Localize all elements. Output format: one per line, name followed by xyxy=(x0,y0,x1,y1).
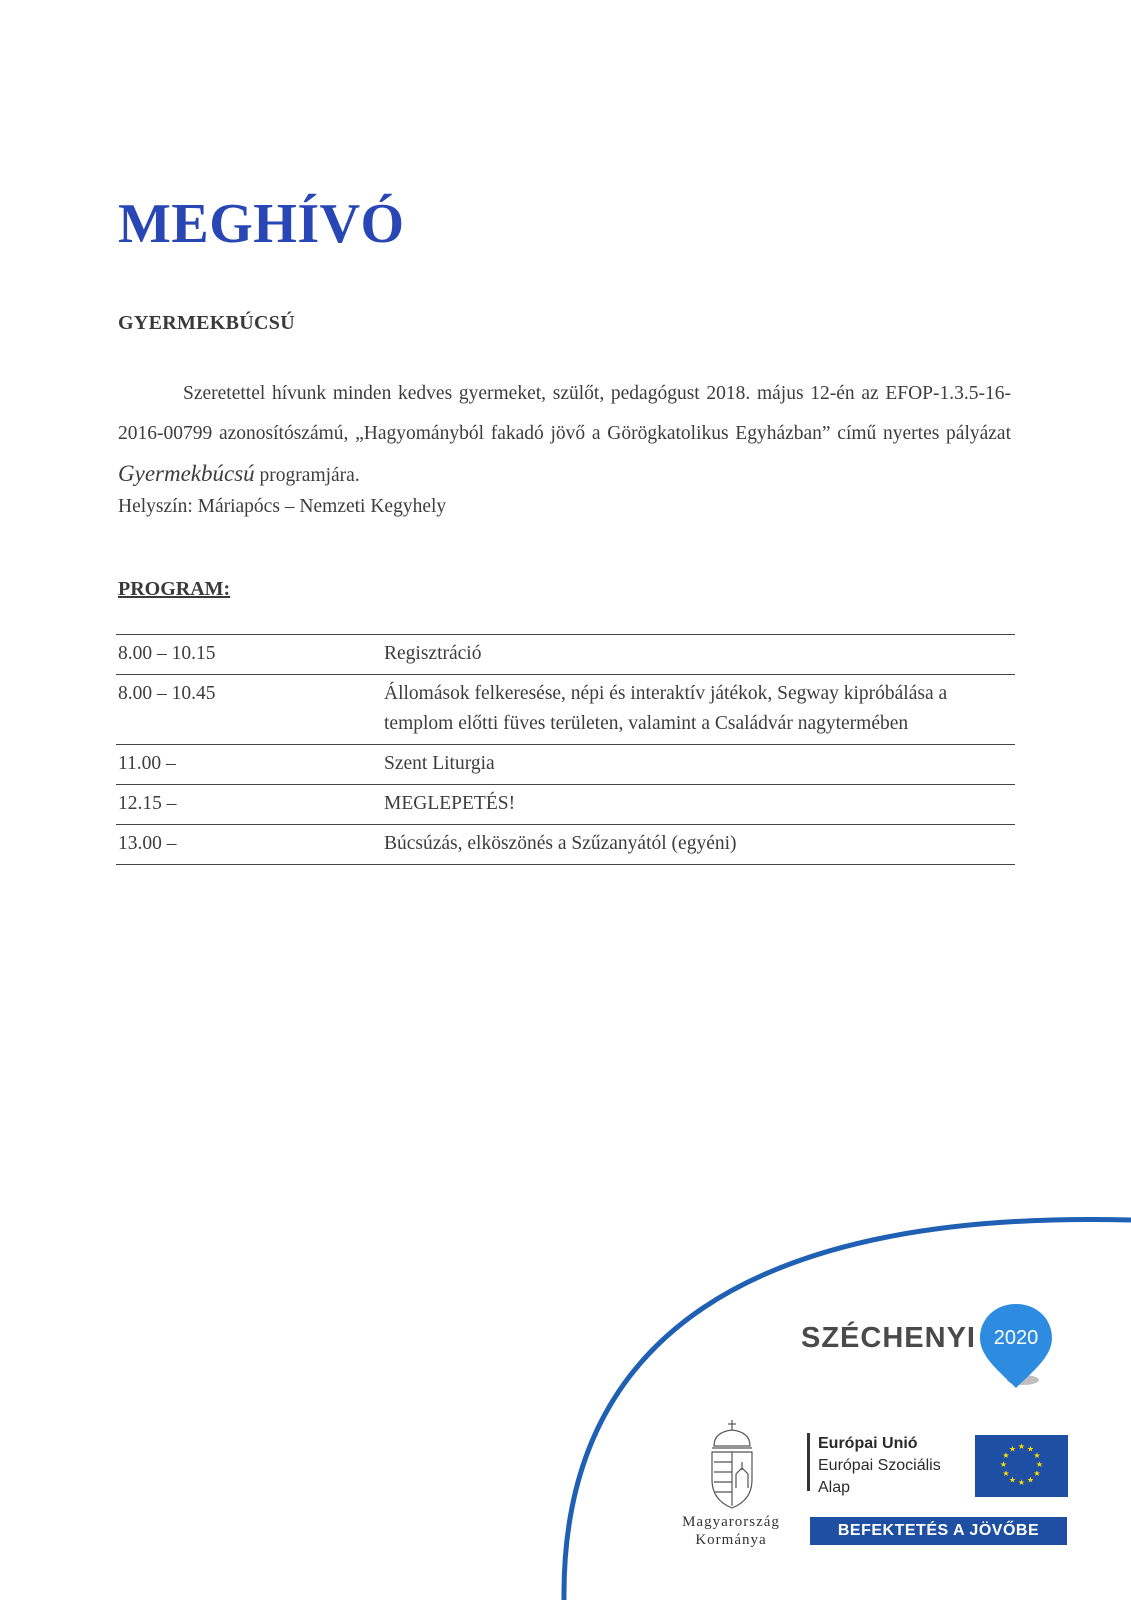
intro-text-part2: programjára. xyxy=(254,465,360,486)
eu-flag-icon xyxy=(975,1435,1068,1497)
svg-text:★: ★ xyxy=(1017,1478,1026,1487)
intro-text-part1: Szeretettel hívunk minden kedves gyermeket, szülőt, pedagógust 2018. május 12-én az EFOP-1.3.5-16-2016-00799 azonosítószámú, „Hagyományból fakadó jövő a Görögkatolikus Egyházban” című nyertes pályázat xyxy=(118,383,1011,444)
svg-text:★: ★ xyxy=(1008,1475,1017,1485)
intro-emphasis: Gyermekbúcsú xyxy=(118,461,255,486)
schedule-time: 8.00 – 10.45 xyxy=(118,683,216,704)
investment-banner: BEFEKTETÉS A JÖVŐBE xyxy=(810,1517,1067,1545)
szechenyi-year: 2020 xyxy=(993,1327,1039,1349)
svg-text:★: ★ xyxy=(1026,1475,1035,1485)
svg-text:★: ★ xyxy=(1033,1451,1041,1460)
schedule-activity: Szent Liturgia xyxy=(384,753,495,774)
szechenyi-logo-text: SZÉCHENYI xyxy=(801,1322,976,1354)
schedule-activity: Regisztráció xyxy=(384,643,482,664)
svg-text:★: ★ xyxy=(1017,1442,1026,1451)
schedule-activity: MEGLEPETÉS! xyxy=(384,793,516,814)
eu-divider xyxy=(807,1433,810,1491)
szechenyi-pin-icon xyxy=(976,1300,1056,1392)
eu-fund-label xyxy=(818,1433,941,1499)
schedule-activity: Állomások felkeresése, népi és interaktív játékok, Segway kipróbálása a templom előtti füves területen, valamint a Családvár nagytermében xyxy=(384,683,948,734)
location-line: Helyszín: Máriapócs – Nemzeti Kegyhely xyxy=(118,496,447,517)
svg-text:★: ★ xyxy=(1035,1460,1044,1469)
page-title: MEGHÍVÓ xyxy=(118,193,405,255)
schedule-time: 13.00 – xyxy=(118,833,177,854)
schedule-time: 8.00 – 10.15 xyxy=(118,643,216,664)
eu-line2: Európai Szociális xyxy=(818,1457,941,1474)
svg-text:★: ★ xyxy=(1008,1444,1017,1454)
schedule-activity: Búcsúzás, elköszönés a Szűzanyától (egyéni) xyxy=(384,833,737,854)
svg-text:★: ★ xyxy=(1033,1469,1041,1478)
svg-text:★: ★ xyxy=(1002,1469,1010,1478)
event-subtitle: GYERMEKBÚCSÚ xyxy=(118,312,295,334)
svg-text:★: ★ xyxy=(1002,1451,1010,1460)
schedule-time: 12.15 – xyxy=(118,793,177,814)
eu-line1: Európai Unió xyxy=(818,1435,918,1452)
svg-text:★: ★ xyxy=(999,1460,1008,1469)
government-line1: Magyarország xyxy=(682,1514,780,1530)
government-line2: Kormánya xyxy=(695,1532,767,1548)
hungarian-crest-icon xyxy=(706,1418,758,1510)
schedule-time: 11.00 – xyxy=(118,753,176,774)
eu-line3: Alap xyxy=(818,1479,851,1496)
government-name xyxy=(660,1513,802,1549)
program-heading: PROGRAM: xyxy=(118,578,231,600)
svg-text:★: ★ xyxy=(1026,1444,1035,1454)
